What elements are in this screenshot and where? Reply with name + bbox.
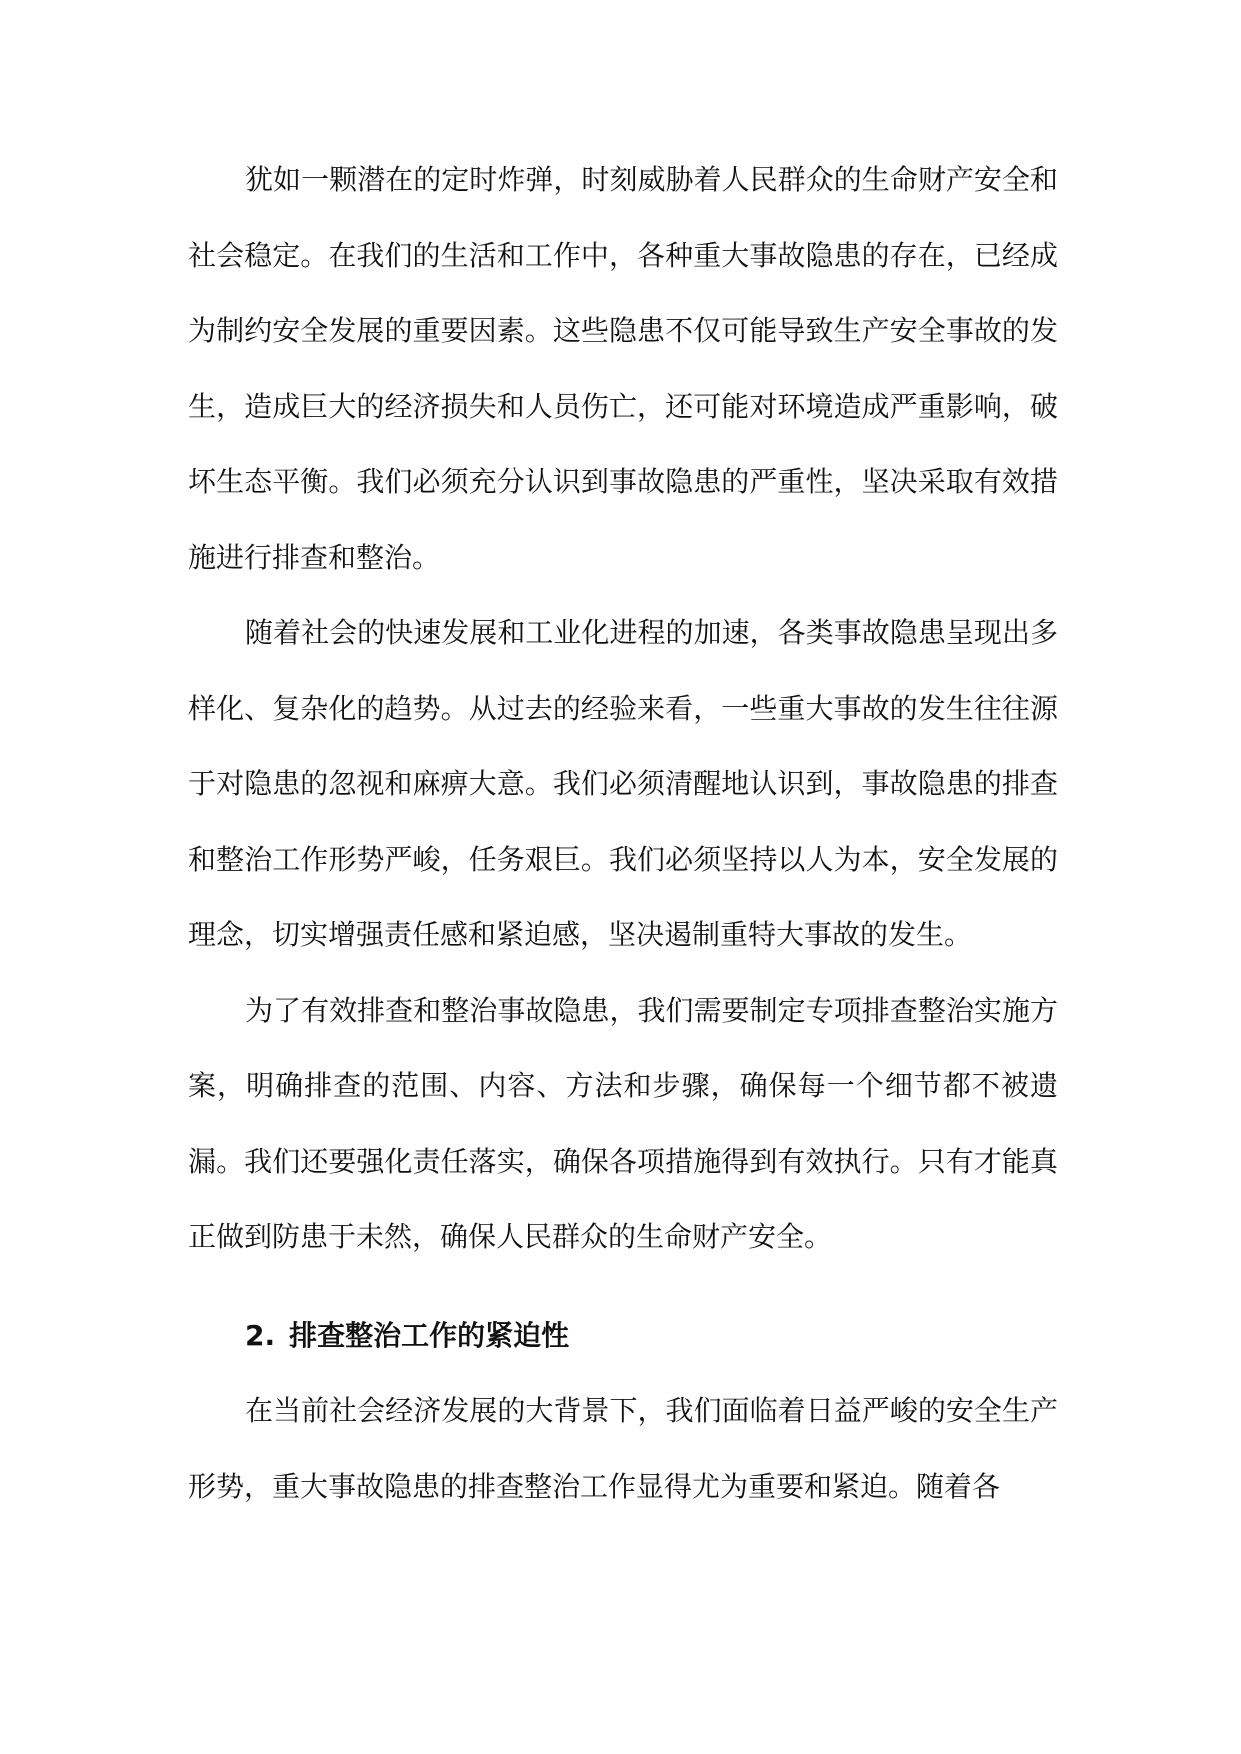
document-body [188, 142, 1058, 1524]
paragraph-4: 在当前社会经济发展的大背景下，我们面临着日益严峻的安全生产形势，重大事故隐患的排查整治工作显得尤为重要和紧迫。随着各 [188, 1394, 1058, 1503]
paragraph-3: 为了有效排查和整治事故隐患，我们需要制定专项排查整治实施方案，明确排查的范围、内容、方法和步骤，确保每一个细节都不被遗漏。我们还要强化责任落实，确保各项措施得到有效执行。只有才能真正做到防患于未然，确保人民群众的生命财产安全。 [188, 993, 1058, 1253]
section-title: 排查整治工作的紧迫性 [289, 1318, 570, 1352]
section-number: 2. [245, 1318, 276, 1352]
paragraph-2: 随着社会的快速发展和工业化进程的加速，各类事故隐患呈现出多样化、复杂化的趋势。从过去的经验来看，一些重大事故的发生往往源于对隐患的忽视和麻痹大意。我们必须清醒地认识到，事故隐患的排查和整治工作形势严峻，任务艰巨。我们必须坚持以人为本，安全发展的理念，切实增强责任感和紧迫感，坚决遏制重特大事故的发生。 [188, 616, 1058, 951]
paragraph-1: 犹如一颗潜在的定时炸弹，时刻威胁着人民群众的生命财产安全和社会稳定。在我们的生活和工作中，各种重大事故隐患的存在，已经成为制约安全发展的重要因素。这些隐患不仅可能导致生产安全事故的发生，造成巨大的经济损失和人员伤亡，还可能对环境造成严重影响，破坏生态平衡。我们必须充分认识到事故隐患的严重性，坚决采取有效措施进行排查和整治。 [188, 163, 1058, 574]
section-heading [188, 1298, 1058, 1374]
